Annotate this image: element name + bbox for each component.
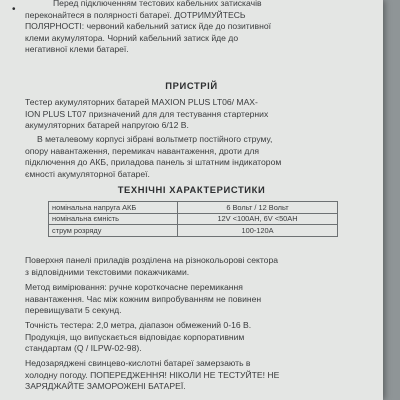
panel-sectors-paragraph [25,255,370,278]
device-heading: ПРИСТРІЙ [165,80,218,91]
text-line: Продукція, що випускається відповідає корпоративним [25,331,245,342]
text-line: акумуляторних батарей напругою 6/12 В. [25,120,189,131]
text-line: опору навантаження, перемикач навантаження, дроти для [25,145,260,156]
table-row [49,225,338,237]
spec-label: номінальна ємність [49,213,178,225]
text-line: підключення до АКБ, приладова панель зі штатним індикатором [25,157,282,168]
text-line: ION PLUS LT07 призначений для для тестування стартерних [25,108,269,119]
table-row [49,202,338,214]
text-line: Недозаряджені свинцево-кислотні батареї замерзають в [25,358,251,368]
text-line: ЗАРЯДЖАЙТЕ ЗАМОРОЖЕНІ БАТАРЕЇ. [25,381,186,392]
measurement-method-paragraph [25,282,370,317]
text-line: негативної клеми батареї. [25,44,129,55]
specs-heading: ТЕХНІЧНІ ХАРАКТЕРИСТИКИ [117,184,266,195]
text-line: переконайтеся в полярності батареї. ДОТРИМУЙТЕСЬ [25,9,246,20]
spec-value: 100-120A [178,225,338,237]
spec-value: 12V <100AH, 6V <50AH [178,213,338,225]
spec-label: номінальна напруга АКБ [49,202,178,214]
text-line: Точність тестера: 2,0 метра, діапазон обмежений 0-16 В. [25,320,252,330]
spec-value: 6 Вольт / 12 Вольт [178,202,338,214]
text-line: ПОЛЯРНОСТІ: червоний кабельний затиск йде до позитивної [25,21,272,32]
text-line: стандартам (Q / ILPW-02-98). [25,343,142,354]
text-line: Поверхня панелі приладів розділена на різнокольорові сектора [25,255,279,265]
text-line: В металевому корпусі зібрані вольтметр постійного струму, [37,134,273,144]
text-line: ємності акумуляторної батареї. [25,168,150,179]
text-line: Перед підключенням тестових кабельних затискачів [53,0,262,8]
frozen-battery-warning-paragraph [25,358,370,393]
text-line: клеми акумулятора. Чорний кабельний затиск йде до [25,32,239,43]
specs-table [48,201,338,237]
polarity-warning-paragraph [25,0,370,56]
accuracy-paragraph [25,320,370,355]
text-line: з відповідними текстовими покажчиками. [25,266,190,277]
text-line: перевищувати 5 секунд. [25,305,122,316]
device-components-paragraph [25,134,370,180]
spec-label: струм розряду [49,225,178,237]
text-line: холодну погоду. ПОПЕРЕДЖЕННЯ! НІКОЛИ НЕ ТЕСТУЙТЕ! НЕ [25,369,280,380]
device-description-paragraph [25,97,370,132]
text-line: Тестер акумуляторних батарей MAXION PLUS LT06/ MAX- [25,97,258,107]
text-line: навантаження. Час між кожним випробуванням не повинен [25,293,262,304]
bullet-marker: • [12,4,16,15]
table-row [49,213,338,225]
text-line: Метод вимірювання: ручне короткочасне перемикання [25,282,243,292]
